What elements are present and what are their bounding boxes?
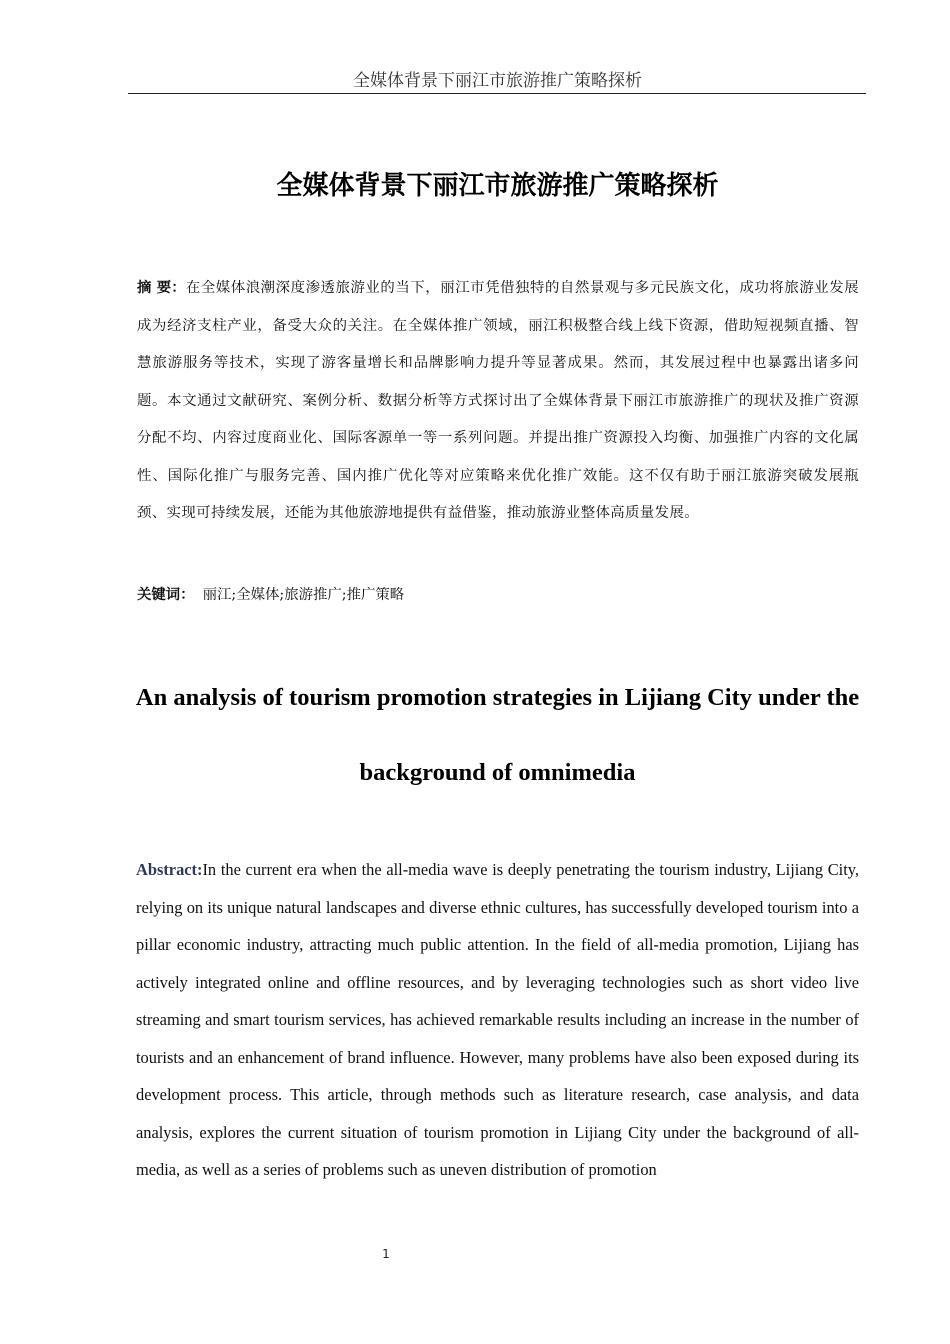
english-title: An analysis of tourism promotion strategies in Lijiang City under the background of omnimedia: [135, 684, 860, 786]
chinese-keywords-text: 丽江;全媒体;旅游推广;推广策略: [202, 587, 405, 603]
english-abstract-label: Abstract:: [136, 860, 203, 879]
chinese-abstract: [137, 270, 859, 533]
chinese-title: 全媒体背景下丽江市旅游推广策略探析: [276, 171, 719, 201]
english-abstract: [136, 851, 859, 1189]
chinese-abstract-text: 在全媒体浪潮深度渗透旅游业的当下，丽江市凭借独特的自然景观与多元民族文化，成功将旅游业发展成为经济支柱产业，备受大众的关注。在全媒体推广领域，丽江积极整合线上线下资源，借助短视频直播、智慧旅游服务等技术，实现了游客量增长和品牌影响力提升等显著成果。然而，其发展过程中也暴露出诸多问题。本文通过文献研究、案例分析、数据分析等方式探讨出了全媒体背景下丽江市旅游推广的现状及推广资源分配不均、内容过度商业化、国际客源单一等一系列问题。并提出推广资源投入均衡、加强推广内容的文化属性、国际化推广与服务完善、国内推广优化等对应策略来优化推广效能。这不仅有助于丽江旅游突破发展瓶颈、实现可持续发展，还能为其他旅游地提供有益借鉴，推动旅游业整体高质量发展。: [137, 280, 859, 521]
header-divider: [128, 93, 866, 94]
chinese-keywords: [137, 580, 859, 610]
page-number: 1: [382, 1247, 390, 1261]
chinese-keywords-label: 关键词：: [137, 587, 195, 603]
running-header: 全媒体背景下丽江市旅游推广策略探析: [353, 71, 642, 91]
chinese-abstract-label: 摘 要：: [137, 280, 186, 296]
english-abstract-text: In the current era when the all-media wave is deeply penetrating the tourism industry, Lijiang City, relying on its unique natural landscapes and diverse ethnic cultures, has successfully developed tourism into a pillar economic industry, attracting much public attention. In the field of all-media promotion, Lijiang has actively integrated online and offline resources, and by leveraging technologies such as short video live streaming and smart tourism services, has achieved remarkable results including an increase in the number of tourists and an enhancement of brand influence. However, many problems have also been exposed during its development process. This article, through methods such as literature research, case analysis, and data analysis, explores the current situation of tourism promotion in Lijiang City under the background of all-media, as well as a series of problems such as uneven distribution of promotion: [136, 860, 859, 1179]
